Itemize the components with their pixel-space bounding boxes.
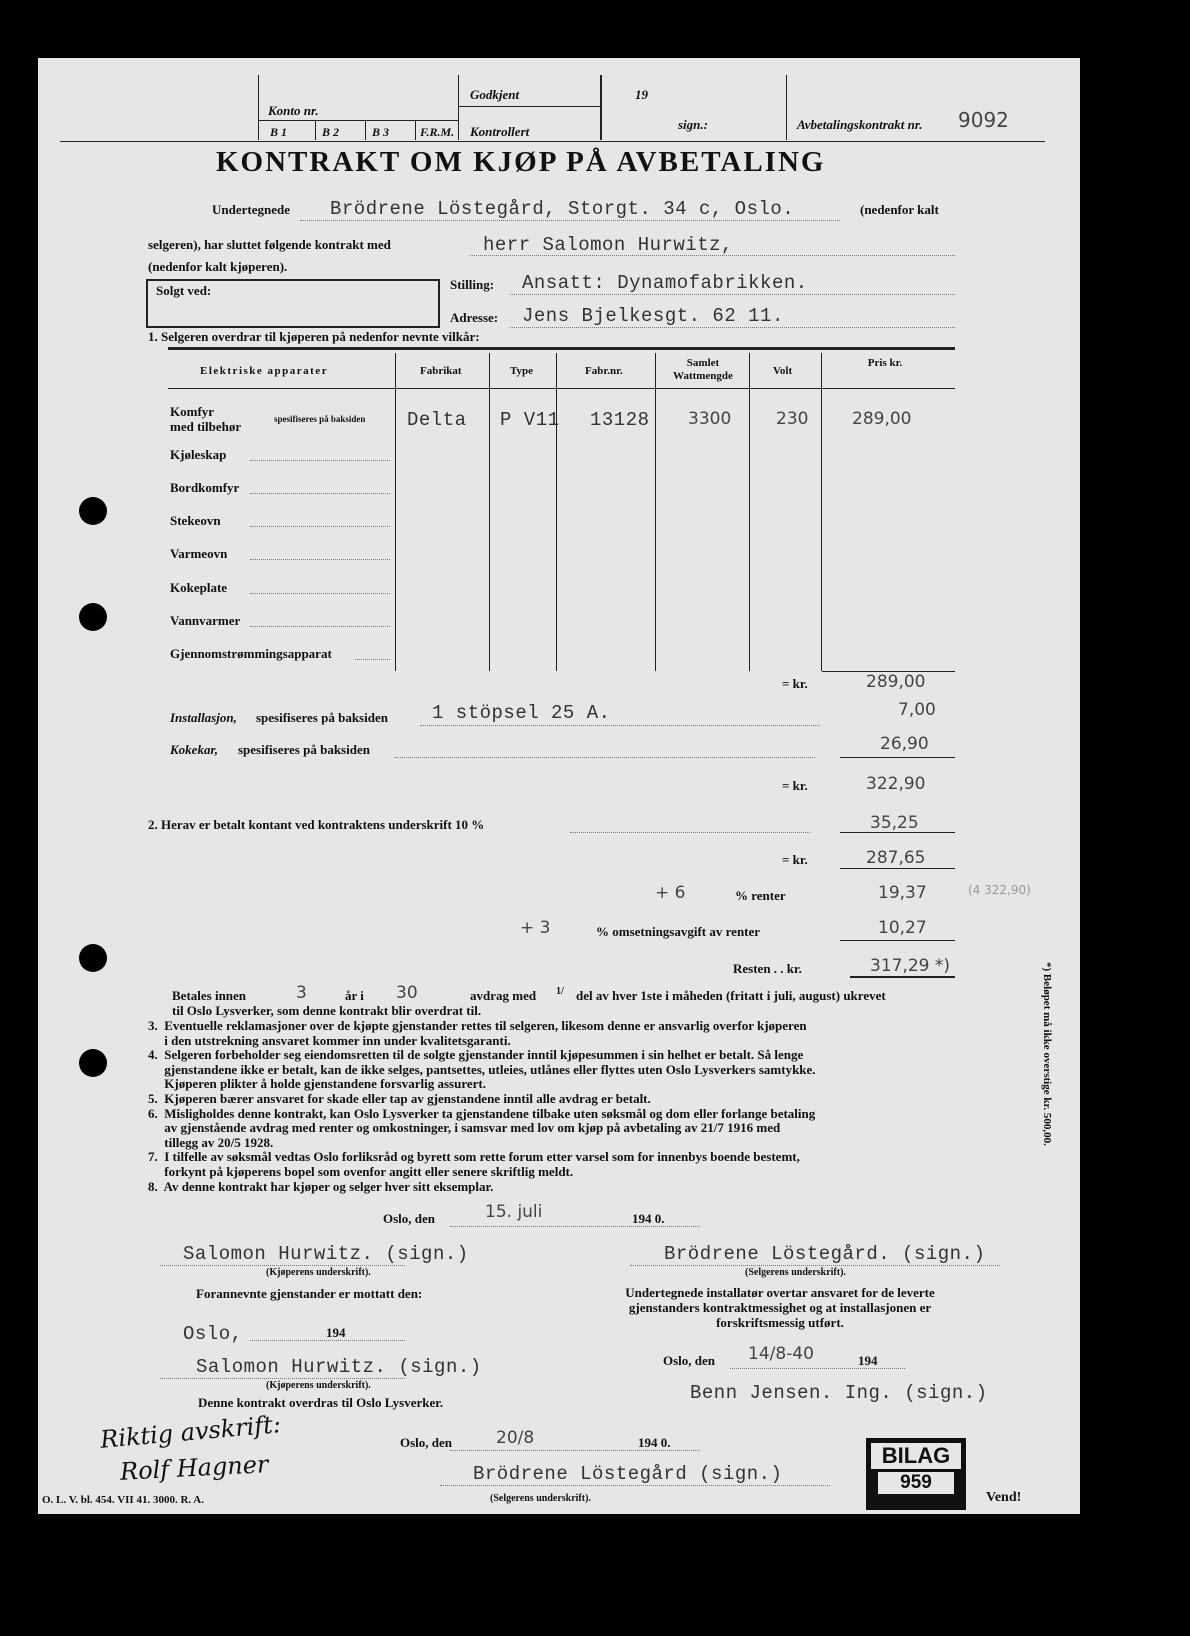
- adresse-field: Jens Bjelkesgt. 62 11.: [522, 305, 784, 327]
- rule: [840, 940, 955, 941]
- stamp-number: 959: [878, 1472, 954, 1494]
- fill-line: [420, 725, 820, 726]
- col-divider: [821, 353, 822, 671]
- rule: [840, 868, 955, 869]
- contract-no: 9092: [958, 108, 1009, 132]
- cell-fabrnr: 13128: [590, 409, 650, 431]
- eq-kr: = kr.: [782, 778, 808, 793]
- leader-dots: [355, 659, 390, 660]
- rule: [850, 976, 955, 978]
- clause-line: Kjøperen plikter å holde gjenstandene forsvarlig assurert.: [148, 1076, 486, 1092]
- leader-dots: [250, 493, 390, 494]
- fill-line: [510, 294, 955, 295]
- year-4: 194 0.: [638, 1435, 671, 1450]
- seller-caption: (Selgerens underskrift).: [745, 1267, 846, 1278]
- form-code: O. L. V. bl. 454. VII 41. 3000. R. A.: [42, 1494, 204, 1506]
- fill-line: [300, 220, 840, 221]
- avgift-amount: 10,27: [878, 918, 927, 938]
- buyer-caption: (Kjøperens underskrift).: [266, 1267, 371, 1278]
- resten-label: Resten . . kr.: [733, 961, 802, 976]
- seller-caption-2: (Selgerens underskrift).: [490, 1493, 591, 1504]
- subtotal-1: 289,00: [866, 672, 926, 692]
- installasjon-label: Installasjon,: [170, 710, 237, 725]
- year-2: 194: [326, 1325, 346, 1340]
- punch-hole: [79, 1049, 107, 1077]
- kokekar-note: spesifiseres på baksiden: [238, 742, 370, 757]
- fill-line: [450, 1450, 700, 1451]
- clause-line: 8. Av denne kontrakt har kjøper og selger hver sitt eksemplar.: [148, 1178, 494, 1194]
- date-1: 15. juli: [485, 1202, 543, 1222]
- table-header-rule: [168, 388, 955, 389]
- punch-hole: [79, 944, 107, 972]
- fill-line: [510, 327, 955, 328]
- year-1: 194 0.: [632, 1211, 665, 1226]
- cell-pris: 289,00: [852, 409, 912, 429]
- fill-line: [395, 757, 815, 758]
- clause-line: 4. Selgeren forbeholder seg eiendomsretten til de solgte gjenstander inntil kjøpesummen i sin helhet er betalt. Så lenge: [148, 1047, 804, 1063]
- handwritten-signature: Rolf Hagner: [119, 1450, 270, 1486]
- konto-col: B 3: [372, 125, 390, 139]
- eq-kr: = kr.: [782, 676, 808, 691]
- side-note: *) Beløpet må ikke overstige kr. 500,00.: [1041, 962, 1053, 1146]
- installments-field: 30: [396, 983, 418, 1003]
- terms-line-2: til Oslo Lysverker, som denne kontrakt blir overdrat til.: [172, 1003, 482, 1018]
- col-divider: [556, 353, 557, 671]
- handwritten-note: Riktig avskrift:: [99, 1410, 282, 1454]
- header-rule: [60, 141, 1045, 142]
- oslo-2: Oslo,: [183, 1323, 243, 1345]
- divider: [458, 75, 459, 140]
- resten-amount: 317,29 *): [870, 956, 951, 976]
- cell-fabrikat: Delta: [407, 409, 467, 431]
- oslo-den-4: Oslo, den: [400, 1435, 453, 1450]
- cell-type: P V11: [500, 409, 560, 431]
- avdrag-text: avdrag med: [470, 988, 537, 1003]
- margin-note: (4 322,90): [968, 883, 1031, 897]
- divider: [258, 120, 458, 121]
- clause-line: tillegg av 20/5 1928.: [148, 1134, 274, 1150]
- vend-text: Vend!: [986, 1490, 1022, 1505]
- sign-label: sign.:: [678, 117, 708, 132]
- col-header: Samlet Wattmengde: [673, 357, 733, 382]
- konto-col: B 2: [322, 125, 340, 139]
- solgt-ved-label: Solgt ved:: [156, 283, 212, 298]
- col-divider: [749, 353, 750, 671]
- overdras-text: Denne kontrakt overdras til Oslo Lysverker.: [198, 1395, 444, 1410]
- fill-line: [160, 1265, 405, 1266]
- clause-line: 7. I tilfelle av søksmål vedtas Oslo forliksråd og byrett som rette forum etter varsel som for innenbys boende bestemt,: [148, 1149, 800, 1165]
- divider: [600, 75, 602, 140]
- rest-line: del av hver 1ste i måheden (fritatt i juli, august) ukrevet: [576, 988, 886, 1003]
- clause-2: 2. Herav er betalt kontant ved kontraktens underskrift 10 %: [148, 817, 485, 832]
- buyer-signature: Salomon Hurwitz. (sign.): [183, 1243, 469, 1265]
- kontant-amount: 35,25: [870, 813, 919, 833]
- punch-hole: [79, 603, 107, 631]
- installasjon-amount: 7,00: [898, 700, 936, 720]
- col-divider: [489, 353, 490, 671]
- subtotal-3: 287,65: [866, 848, 926, 868]
- konto-col: F.R.M.: [420, 125, 455, 139]
- buyer-caption-2: (Kjøperens underskrift).: [266, 1380, 371, 1391]
- komfyr-label-2: med tilbehør: [170, 419, 242, 434]
- cell-watt: 3300: [688, 409, 732, 429]
- stilling-label: Stilling:: [450, 277, 495, 292]
- mottatt-text: Forannevnte gjenstander er mottatt den:: [196, 1286, 423, 1301]
- fill-line: [730, 1368, 905, 1369]
- clause-line: 3. Eventuelle reklamasjoner over de kjøpte gjenstander rettes til selgeren, likesom denne er ansvarlig overfor kjøperen: [148, 1018, 807, 1033]
- contract-no-label: Avbetalingskontrakt nr.: [797, 117, 923, 132]
- kjoperen-text: (nedenfor kalt kjøperen).: [148, 259, 288, 274]
- cell-volt: 230: [776, 409, 809, 429]
- clause-line: 6. Misligholdes denne kontrakt, kan Oslo Lysverker ta gjenstandene tilbake uten søksmål og dom eller forlange betaling: [148, 1105, 816, 1121]
- selgeren-text: selgeren), har sluttet følgende kontrakt med: [148, 237, 391, 252]
- clause-line: gjenstandene ikke er betalt, kan de ikke selges, pantsettes, utleies, utlånes eller flyttes uten Oslo Lysverkers samtykke.: [148, 1061, 816, 1077]
- item-row-label: Kjøleskap: [170, 447, 227, 462]
- stilling-field: Ansatt: Dynamofabrikken.: [522, 272, 808, 294]
- betales-innen: Betales innen: [172, 988, 247, 1003]
- eq-kr: = kr.: [782, 852, 808, 867]
- clause-1: 1. Selgeren overdrar til kjøperen på nedenfor nevnte vilkår:: [148, 329, 480, 344]
- clause-line: 5. Kjøperen bærer ansvaret for skade eller tap av gjenstandene inntil alle avdrag er betalt.: [148, 1091, 651, 1106]
- konto-col: B 1: [270, 125, 288, 139]
- col-divider: [655, 353, 656, 671]
- item-row-label: Bordkomfyr: [170, 480, 240, 495]
- table-top-rule: [168, 347, 955, 350]
- bilag-stamp: [866, 1438, 966, 1510]
- leader-dots: [250, 593, 390, 594]
- punch-hole: [79, 497, 107, 525]
- divider: [415, 120, 416, 140]
- installasjon-note: spesifiseres på baksiden: [256, 710, 388, 725]
- col-divider: [395, 353, 396, 671]
- leader-dots: [250, 526, 390, 527]
- clause-line: av gjenstående avdrag med renter og omkostninger, i samsvar med lov om kjøp på avbetaling av 21/7 1916 med: [148, 1120, 781, 1136]
- installasjon-desc: 1 stöpsel 25 A.: [432, 702, 611, 724]
- oslo-den: Oslo, den: [383, 1211, 436, 1226]
- item-row-label: Stekeovn: [170, 513, 221, 528]
- renter-pct: + 6: [655, 883, 686, 903]
- seller-signature-2: Brödrene Löstegård (sign.): [473, 1463, 783, 1485]
- kontrollert-label: Kontrollert: [470, 124, 530, 139]
- item-row-label: Varmeovn: [170, 546, 228, 561]
- col-header: Fabr.nr.: [585, 365, 623, 377]
- fill-line: [630, 1265, 1000, 1266]
- leader-dots: [250, 559, 390, 560]
- divider: [365, 120, 366, 140]
- page-title: KONTRAKT OM KJØP PÅ AVBETALING: [216, 146, 826, 178]
- godkjent-label: Godkjent: [470, 87, 520, 102]
- installator-text: [580, 1285, 980, 1330]
- seller-field: Brödrene Löstegård, Storgt. 34 c, Oslo.: [330, 198, 795, 220]
- leader-dots: [250, 460, 390, 461]
- komfyr-note: spesifiseres på baksiden: [274, 414, 366, 424]
- avgift-label: % omsetningsavgift av renter: [596, 924, 761, 939]
- buyer-signature-2: Salomon Hurwitz. (sign.): [196, 1356, 482, 1378]
- divider: [786, 75, 787, 140]
- kokekar-amount: 26,90: [880, 734, 929, 754]
- col-header: Elektriske apparater: [200, 365, 329, 377]
- fill-line: [570, 832, 810, 833]
- rule: [840, 832, 955, 833]
- buyer-field: herr Salomon Hurwitz,: [483, 234, 733, 256]
- col-header: Fabrikat: [420, 365, 462, 377]
- item-row-label: Gjennomstrømmingsapparat: [170, 646, 332, 661]
- date-3: 14/8-40: [748, 1344, 814, 1364]
- konto-label: Konto nr.: [268, 103, 319, 118]
- kokekar-label: Kokekar,: [170, 742, 219, 757]
- nedenfor-kalt: (nedenfor kalt: [860, 202, 939, 217]
- year-prefix: 19: [635, 87, 648, 102]
- col-header: Type: [510, 365, 534, 377]
- fill-line: [160, 1378, 405, 1379]
- fill-line: [440, 1485, 830, 1486]
- adresse-label: Adresse:: [450, 310, 499, 325]
- undertegnede-label: Undertegnede: [212, 202, 290, 217]
- year-3: 194: [858, 1353, 878, 1368]
- oslo-den-3: Oslo, den: [663, 1353, 716, 1368]
- rule: [840, 757, 955, 758]
- fraction: 1/: [556, 986, 564, 997]
- item-row-label: Kokeplate: [170, 580, 228, 595]
- leader-dots: [250, 626, 390, 627]
- divider: [458, 106, 600, 107]
- renter-label: % renter: [735, 888, 786, 903]
- stamp-top: BILAG: [871, 1443, 961, 1469]
- years-field: 3: [296, 983, 307, 1003]
- ar-i: år i: [345, 988, 364, 1003]
- date-4: 20/8: [496, 1428, 535, 1448]
- divider: [315, 120, 316, 140]
- col-header: Pris kr.: [867, 357, 903, 369]
- avgift-pct: + 3: [520, 918, 551, 938]
- installer-signature: Benn Jensen. Ing. (sign.): [690, 1382, 988, 1404]
- fill-line: [450, 1226, 700, 1227]
- clause-line: i den utstrekning ansvaret kommer inn under kvalitetsgaranti.: [148, 1032, 511, 1048]
- divider: [258, 75, 259, 140]
- subtotal-2: 322,90: [866, 774, 926, 794]
- col-header: Volt: [773, 365, 793, 377]
- renter-amount: 19,37: [878, 883, 927, 903]
- komfyr-label: Komfyr: [170, 404, 215, 419]
- fill-line: [250, 1340, 405, 1341]
- item-row-label: Vannvarmer: [170, 613, 241, 628]
- installator-line: Undertegnede installatør overtar ansvaret for de leverte: [625, 1285, 935, 1300]
- installator-line: forskriftsmessig utført.: [716, 1315, 844, 1330]
- installator-line: gjenstanders kontraktmessighet og at installasjonen er: [628, 1300, 932, 1315]
- seller-signature: Brödrene Löstegård. (sign.): [664, 1243, 986, 1265]
- clause-line: forkynt på kjøperens bopel som ovenfor angitt eller senere skriftlig meldt.: [148, 1164, 574, 1179]
